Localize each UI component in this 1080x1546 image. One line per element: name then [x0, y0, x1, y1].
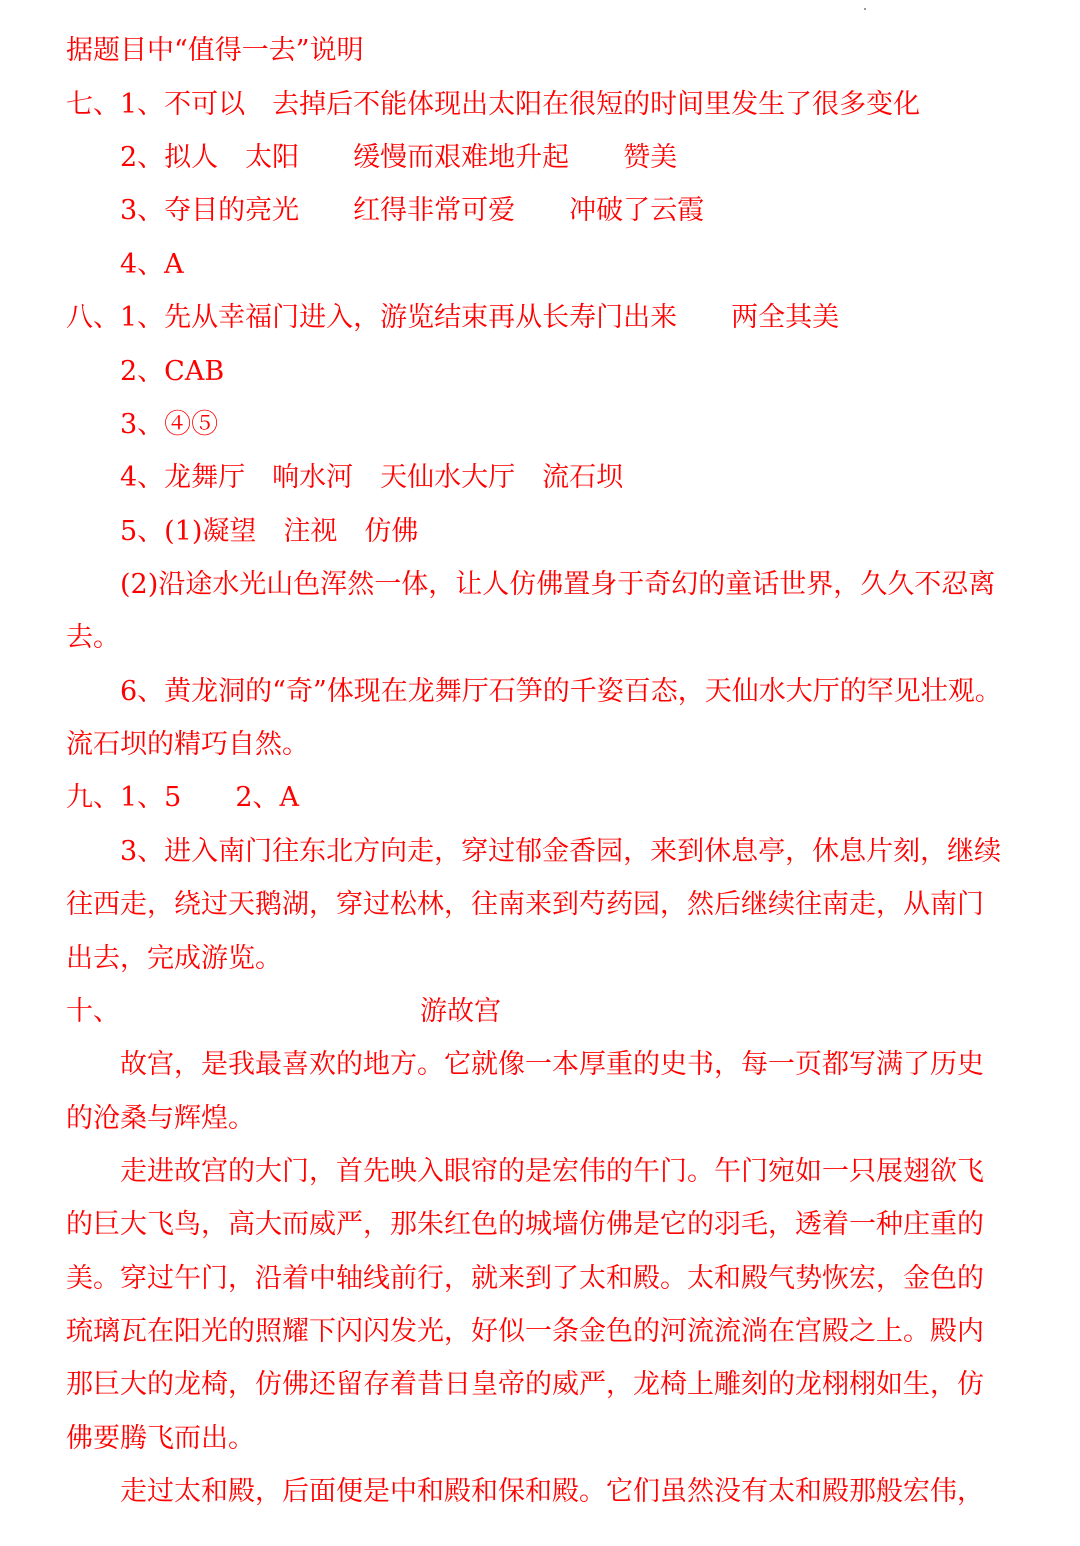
text-line: 出去，完成游览。	[66, 943, 282, 974]
text-line: 4、A	[120, 249, 184, 280]
text-line: 去。	[66, 622, 120, 653]
text-line: 6、黄龙洞的“奇”体现在龙舞厅石笋的千姿百态，天仙水大厅的罕见壮观。	[120, 676, 1002, 707]
text-line: 2、CAB	[120, 356, 225, 387]
essay-line: 琉璃瓦在阳光的照耀下闪闪发光，好似一条金色的河流流淌在宫殿之上。殿内	[66, 1316, 984, 1347]
text-line: 流石坝的精巧自然。	[66, 729, 309, 760]
section-7-line: 七、1、不可以 去掉后不能体现出太阳在很短的时间里发生了很多变化	[66, 89, 921, 120]
text-line: 据题目中“值得一去”说明	[66, 35, 364, 66]
section-9-line: 九、1、5 2、A	[66, 782, 300, 813]
essay-title: 游故宫	[420, 996, 501, 1027]
section-8-line: 八、1、先从幸福门进入，游览结束再从长寿门出来 两全其美	[66, 302, 840, 333]
text-line: (2)沿途水光山色浑然一体，让人仿佛置身于奇幻的童话世界，久久不忍离	[120, 569, 996, 600]
essay-line: 走过太和殿，后面便是中和殿和保和殿。它们虽然没有太和殿那般宏伟，	[120, 1476, 984, 1507]
text-line: 往西走，绕过天鹅湖，穿过松林，往南来到芍药园，然后继续往南走，从南门	[66, 889, 984, 920]
essay-line: 美。穿过午门，沿着中轴线前行，就来到了太和殿。太和殿气势恢宏，金色的	[66, 1263, 984, 1294]
essay-line: 那巨大的龙椅，仿佛还留存着昔日皇帝的威严，龙椅上雕刻的龙栩栩如生，仿	[66, 1369, 984, 1400]
text-line: 3、进入南门往东北方向走，穿过郁金香园，来到休息亭，休息片刻，继续	[120, 836, 1002, 867]
section-10-label: 十、	[66, 996, 120, 1027]
essay-line: 走进故宫的大门，首先映入眼帘的是宏伟的午门。午门宛如一只展翅欲飞	[120, 1156, 984, 1187]
text-line: 4、龙舞厅 响水河 天仙水大厅 流石坝	[120, 462, 624, 493]
scan-speck	[864, 8, 866, 10]
essay-line: 的沧桑与辉煌。	[66, 1103, 255, 1134]
text-line: 5、(1)凝望 注视 仿佛	[120, 516, 419, 547]
essay-line: 的巨大飞鸟，高大而威严，那朱红色的城墙仿佛是它的羽毛，透着一种庄重的	[66, 1209, 984, 1240]
text-line: 3、④⑤	[120, 409, 219, 440]
text-line: 2、拟人 太阳 缓慢而艰难地升起 赞美	[120, 142, 678, 173]
essay-line: 佛要腾飞而出。	[66, 1423, 255, 1454]
text-line: 3、夺目的亮光 红得非常可爱 冲破了云霞	[120, 195, 705, 226]
essay-line: 故宫，是我最喜欢的地方。它就像一本厚重的史书，每一页都写满了历史	[120, 1049, 984, 1080]
